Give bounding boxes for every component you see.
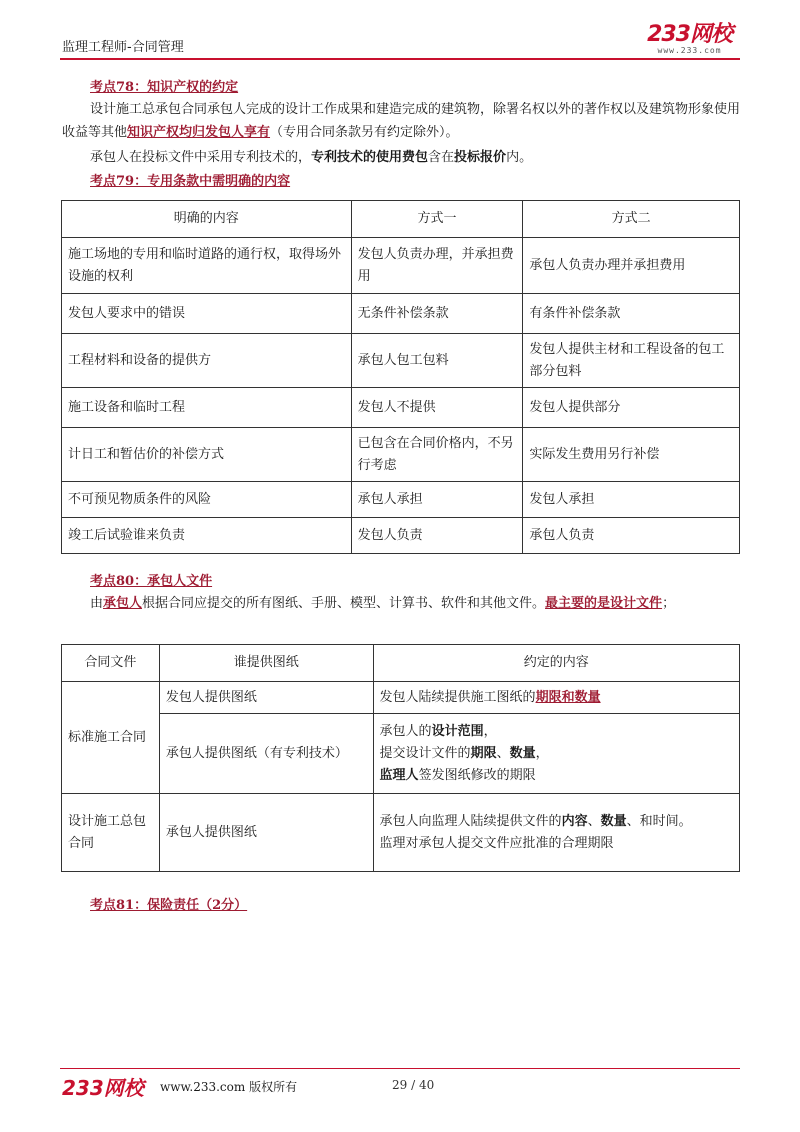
bold-text: 投标报价 — [454, 150, 507, 165]
table-cell: 设计施工总包合同 — [62, 794, 160, 872]
table-cell: 不可预见物质条件的风险 — [62, 482, 352, 518]
text: 发包人陆续提供施工图纸的 — [379, 689, 536, 705]
text: 承包人在投标文件中采用专利技术的， — [90, 150, 312, 165]
table-header: 方式一 — [351, 201, 523, 238]
table-row — [62, 794, 740, 872]
bold-text: 内容 — [561, 813, 588, 829]
text: 、 — [496, 745, 510, 761]
table-cell: 施工设备和临时工程 — [62, 388, 352, 428]
table-cell — [373, 682, 739, 714]
text: ； — [662, 596, 676, 611]
cell-line — [380, 765, 733, 787]
contractor-documents-table — [61, 644, 740, 872]
text: ， — [483, 723, 497, 739]
text: 提交设计文件的 — [379, 745, 471, 761]
highlight: 承包人 — [103, 596, 143, 611]
cell-line — [380, 811, 733, 833]
table-cell: 发包人提供主材和工程设备的包工部分包料 — [523, 334, 740, 388]
text: 由 — [90, 596, 104, 611]
table-cell: 承包人负责 — [523, 518, 740, 554]
table-cell: 发包人负责办理，并承担费用 — [351, 238, 523, 294]
page-number: 29 / 40 — [392, 1078, 435, 1092]
text: 承包人向监理人陆续提供文件的 — [379, 813, 562, 829]
table-header-row — [62, 645, 740, 682]
table-cell: 标准施工合同 — [62, 682, 160, 794]
logo — [647, 24, 732, 55]
table-cell: 实际发生费用另行补偿 — [523, 428, 740, 482]
header-rule — [60, 58, 740, 60]
text: ， — [535, 745, 549, 761]
cell-line — [380, 721, 733, 743]
heading-78: 考点78：知识产权的约定 — [90, 80, 239, 95]
table-cell: 发包人提供部分 — [523, 388, 740, 428]
table-cell: 工程材料和设备的提供方 — [62, 334, 352, 388]
text: 设计施工总承包合同承包人完成的设计工作成果和建造完成的建筑物，除署名权以外的著作权以及建筑物形象使用收益等其他 — [62, 102, 741, 140]
bold-text: 期限 — [470, 745, 497, 761]
table-cell: 发包人不提供 — [351, 388, 523, 428]
table-cell: 承包人负责办理并承担费用 — [523, 238, 740, 294]
table-row — [62, 682, 740, 714]
table-cell: 承包人提供图纸（有专利技术） — [159, 714, 373, 794]
table-cell: 计日工和暂估价的补偿方式 — [62, 428, 352, 482]
header-title: 监理工程师-合同管理 — [62, 40, 184, 55]
text: 承包人的 — [379, 723, 432, 739]
footer-logo: 233网校 — [62, 1076, 144, 1100]
bold-text: 数量 — [509, 745, 536, 761]
table-cell: 施工场地的专用和临时道路的通行权，取得场外设施的权利 — [62, 238, 352, 294]
text: （专用合同条款另有约定除外）。 — [270, 125, 459, 140]
table-row — [62, 714, 740, 794]
heading-79: 考点79：专用条款中需明确的内容 — [90, 174, 291, 189]
table-header: 明确的内容 — [62, 201, 352, 238]
heading-80: 考点80：承包人文件 — [90, 574, 213, 589]
table-cell: 承包人提供图纸 — [159, 794, 373, 872]
table-cell: 承包人包工包料 — [351, 334, 523, 388]
table-header-row — [62, 201, 740, 238]
text: 签发图纸修改的期限 — [418, 767, 536, 783]
table-cell: 发包人负责 — [351, 518, 523, 554]
table-cell: 发包人提供图纸 — [159, 682, 373, 714]
table-header: 谁提供图纸 — [159, 645, 373, 682]
table-cell: 发包人要求中的错误 — [62, 294, 352, 334]
table-cell: 有条件补偿条款 — [523, 294, 740, 334]
logo-url: www.233.com — [657, 46, 722, 55]
table-row — [62, 388, 740, 428]
table-header: 合同文件 — [62, 645, 160, 682]
footer-rule — [60, 1068, 740, 1069]
clauses-table — [61, 200, 740, 554]
table-row — [62, 428, 740, 482]
table-cell: 发包人承担 — [523, 482, 740, 518]
table-row — [62, 294, 740, 334]
text: 内。 — [506, 150, 533, 165]
cell-line: 监理对承包人提交文件应批准的合理期限 — [379, 835, 614, 851]
table-cell: 竣工后试验谁来负责 — [62, 518, 352, 554]
text: 根据合同应提交的所有图纸、手册、模型、计算书、软件和其他文件。 — [142, 596, 546, 611]
paragraph-78-2 — [62, 146, 740, 169]
table-cell — [373, 714, 739, 794]
text: 含在 — [428, 150, 455, 165]
bold-text: 设计范围 — [431, 723, 484, 739]
footer-copyright: www.233.com 版权所有 — [160, 1080, 298, 1094]
table-row — [62, 518, 740, 554]
highlight: 最主要的是设计文件 — [545, 596, 663, 611]
table-header: 方式二 — [523, 201, 740, 238]
heading-81: 考点81：保险责任（2分） — [90, 898, 248, 913]
bold-text: 专利技术的使用费包 — [311, 150, 429, 165]
table-row — [62, 334, 740, 388]
logo-text: 233网校 — [647, 22, 732, 47]
table-row — [62, 482, 740, 518]
text: 、和时间。 — [626, 813, 692, 829]
table-row — [62, 238, 740, 294]
table-header: 约定的内容 — [373, 645, 739, 682]
paragraph-80 — [62, 592, 740, 615]
cell-line — [380, 743, 733, 765]
text: 、 — [587, 813, 601, 829]
highlight: 期限和数量 — [535, 689, 601, 705]
table-cell: 无条件补偿条款 — [351, 294, 523, 334]
table-cell: 已包含在合同价格内，不另行考虑 — [351, 428, 523, 482]
table-cell — [373, 794, 739, 872]
paragraph-78-1 — [62, 98, 740, 144]
highlight: 知识产权均归发包人享有 — [127, 125, 271, 140]
table-cell: 承包人承担 — [351, 482, 523, 518]
bold-text: 数量 — [600, 813, 627, 829]
bold-text: 监理人 — [379, 767, 419, 783]
